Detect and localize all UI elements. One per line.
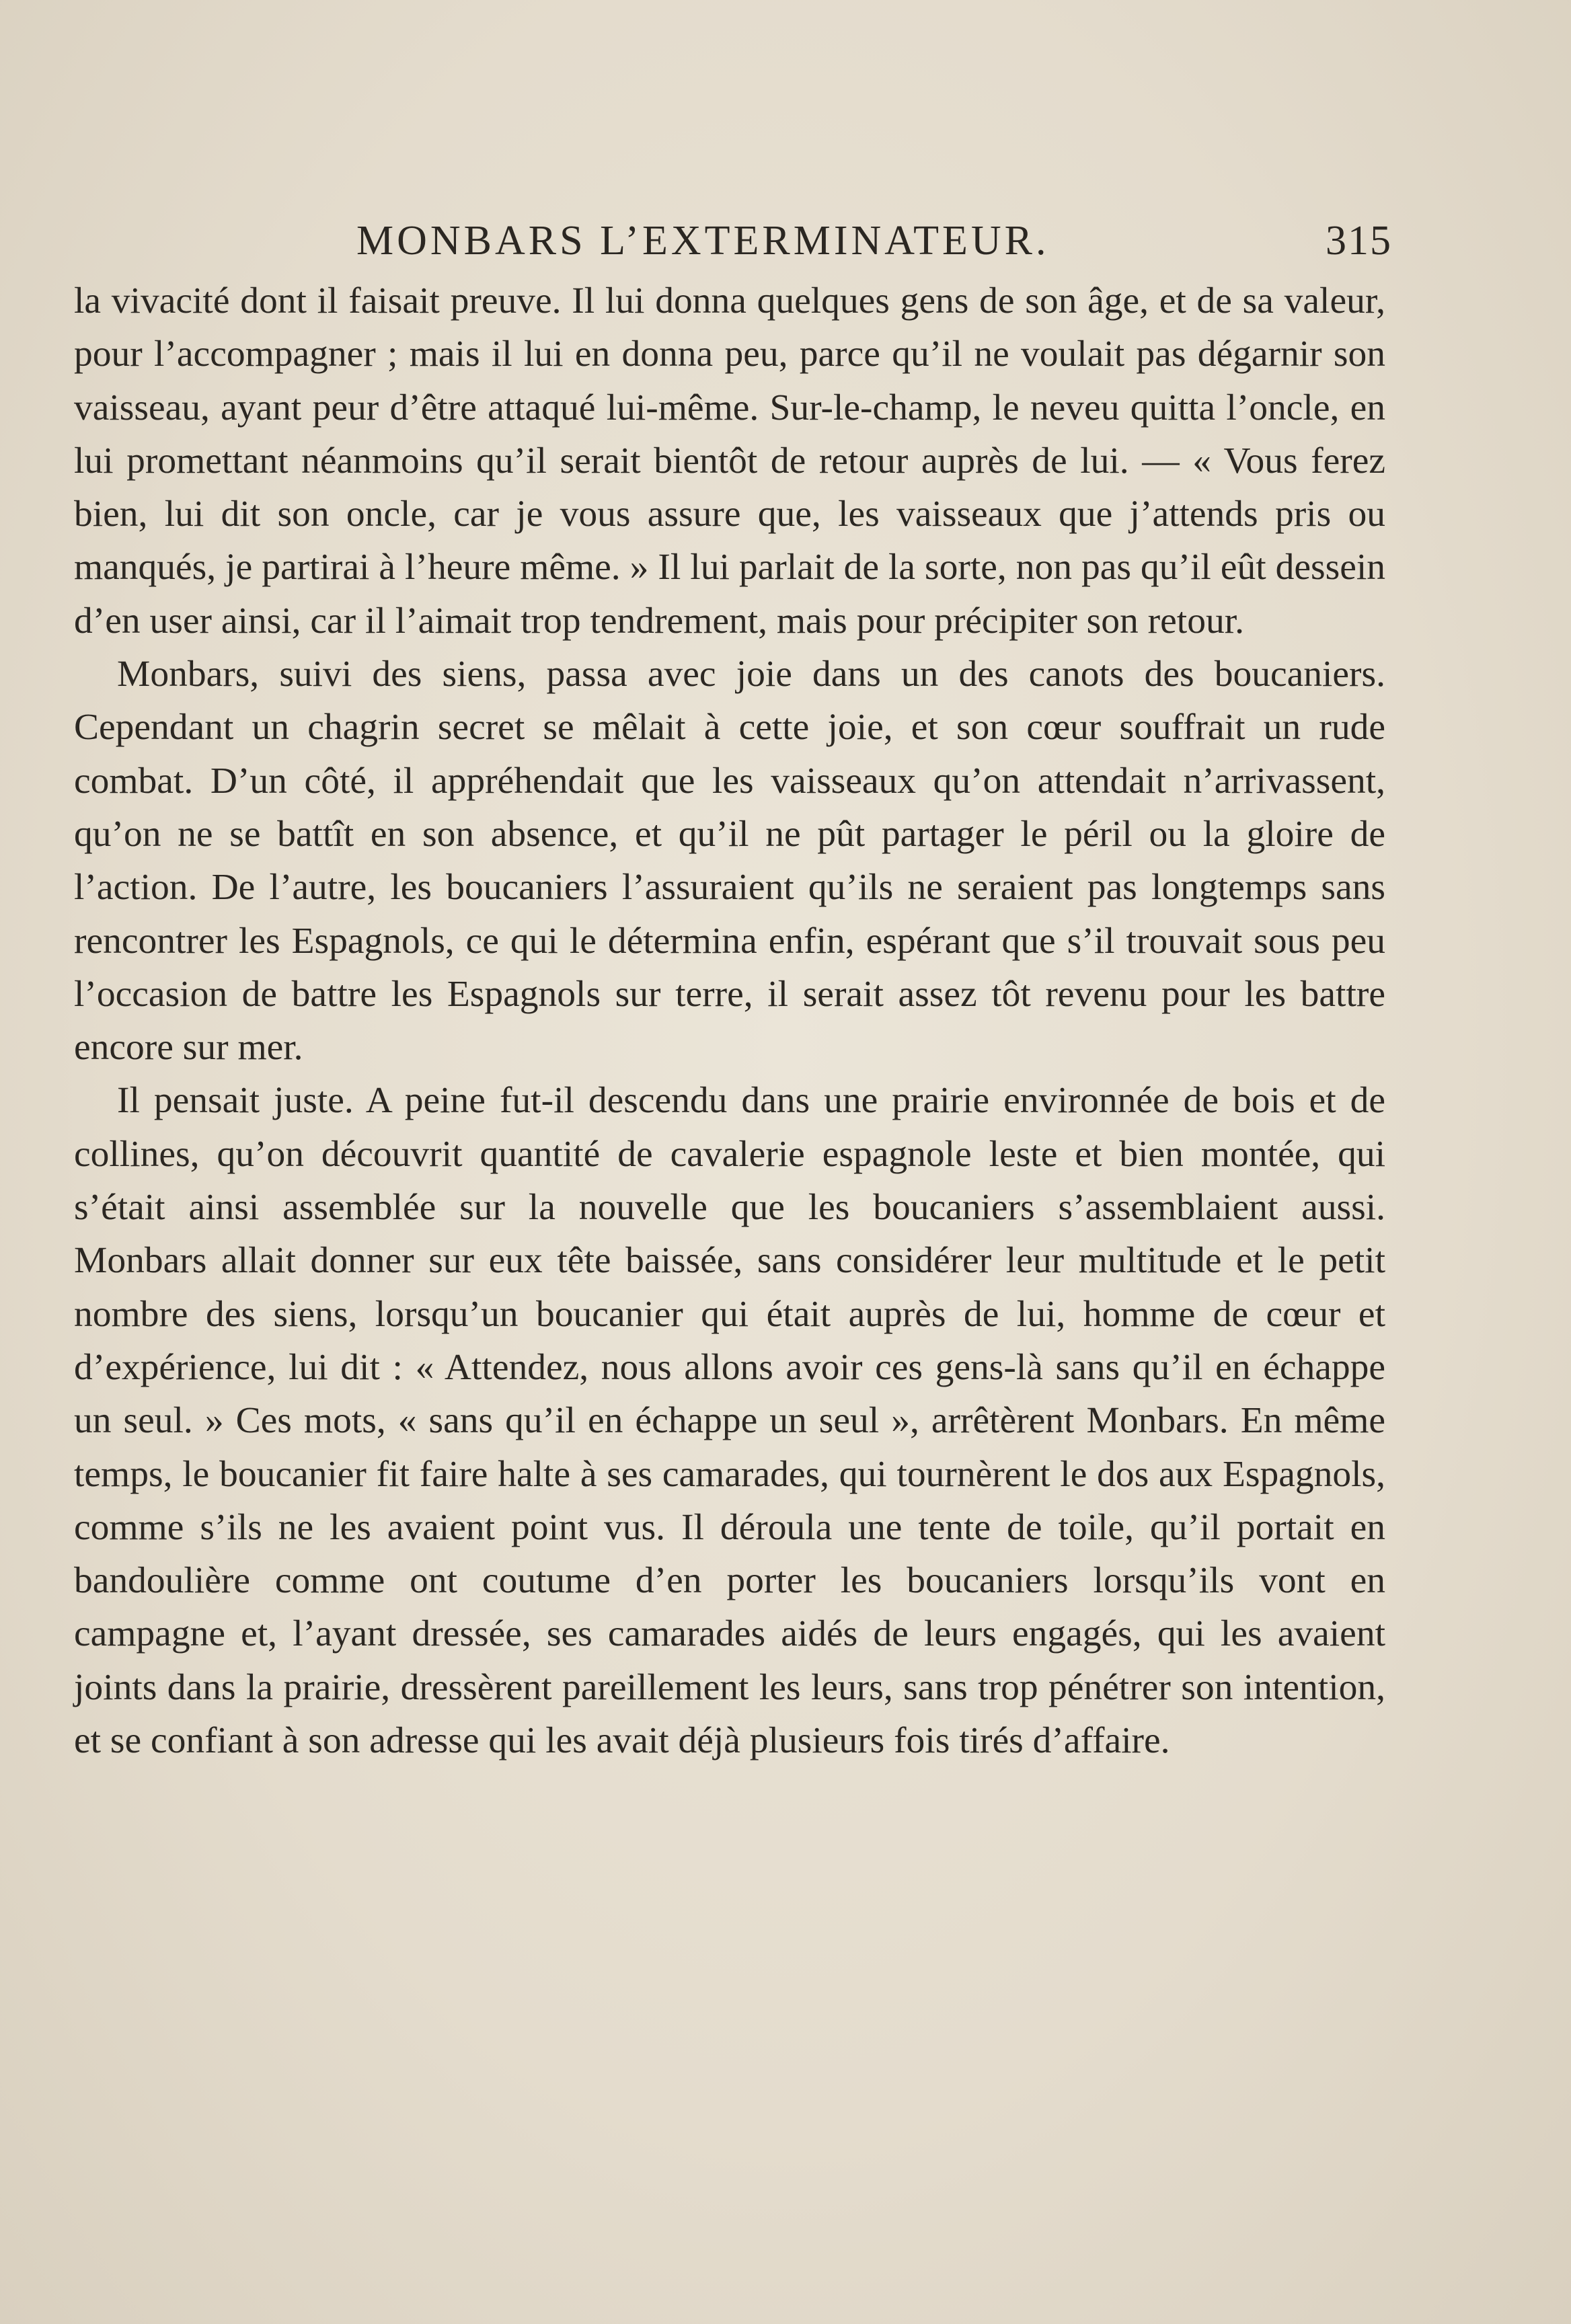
- paragraph-2: Monbars, suivi des siens, passa avec joie dans un des canots des boucaniers. Cependant un chagrin secret se mêlait à cette joie, et son cœur souffrait un rude combat. D’un côté, il appréhendait que les vaisseaux qu’on attendait n’arrivassent, qu’on ne se battît en son absence, et qu’il ne pût partager le péril ou la gloire de l’action. De l’autre, les boucaniers l’assuraient qu’ils ne seraient pas longtemps sans rencontrer les Espagnols, ce qui le détermina enfin, espérant que s’il trouvait sous peu l’occasion de battre les Espagnols sur terre, il serait assez tôt revenu pour les battre encore sur mer.: [74, 654, 1385, 1069]
- body-text: [74, 274, 1385, 1767]
- running-head: [74, 214, 1392, 268]
- running-title: MONBARS L’EXTERMINATEUR.: [356, 218, 1050, 264]
- paragraph-3: Il pensait juste. A peine fut-il descendu dans une prairie environnée de bois et de collines, qu’on découvrit quantité de cavalerie espagnole leste et bien montée, qui s’était ainsi assemblée sur la nouvelle que les boucaniers s’assemblaient aussi. Monbars allait donner sur eux tête baissée, sans considérer leur multitude et le petit nombre des siens, lorsqu’un boucanier qui était auprès de lui, homme de cœur et d’expérience, lui dit : « Attendez, nous allons avoir ces gens-là sans qu’il en échappe un seul. » Ces mots, « sans qu’il en échappe un seul », arrêtèrent Monbars. En même temps, le boucanier fit faire halte à ses camarades, qui tournèrent le dos aux Espagnols, comme s’ils ne les avaient point vus. Il déroula une tente de toile, qu’il portait en bandoulière comme ont coutume d’en porter les boucaniers lorsqu’ils vont en campagne et, l’ayant dressée, ses camarades aidés de leurs engagés, qui les avaient joints dans la prairie, dressèrent pareillement les leurs, sans trop pénétrer son intention, et se confiant à son adresse qui les avait déjà plusieurs fois tirés d’affaire.: [74, 1080, 1385, 1762]
- page-number: 315: [1326, 218, 1392, 264]
- paragraph-1: la vivacité dont il faisait preuve. Il lui donna quelques gens de son âge, et de sa valeur, pour l’accompagner ; mais il lui en donna peu, parce qu’il ne voulait pas dégarnir son vaisseau, ayant peur d’être attaqué lui-même. Sur-le-champ, le neveu quitta l’oncle, en lui promettant néanmoins qu’il serait bientôt de retour auprès de lui. — « Vous ferez bien, lui dit son oncle, car je vous assure que, les vaisseaux que j’attends pris ou manqués, je partirai à l’heure même. » Il lui parlait de la sorte, non pas qu’il eût dessein d’en user ainsi, car il l’aimait trop tendrement, mais pour précipiter son retour.: [74, 280, 1385, 642]
